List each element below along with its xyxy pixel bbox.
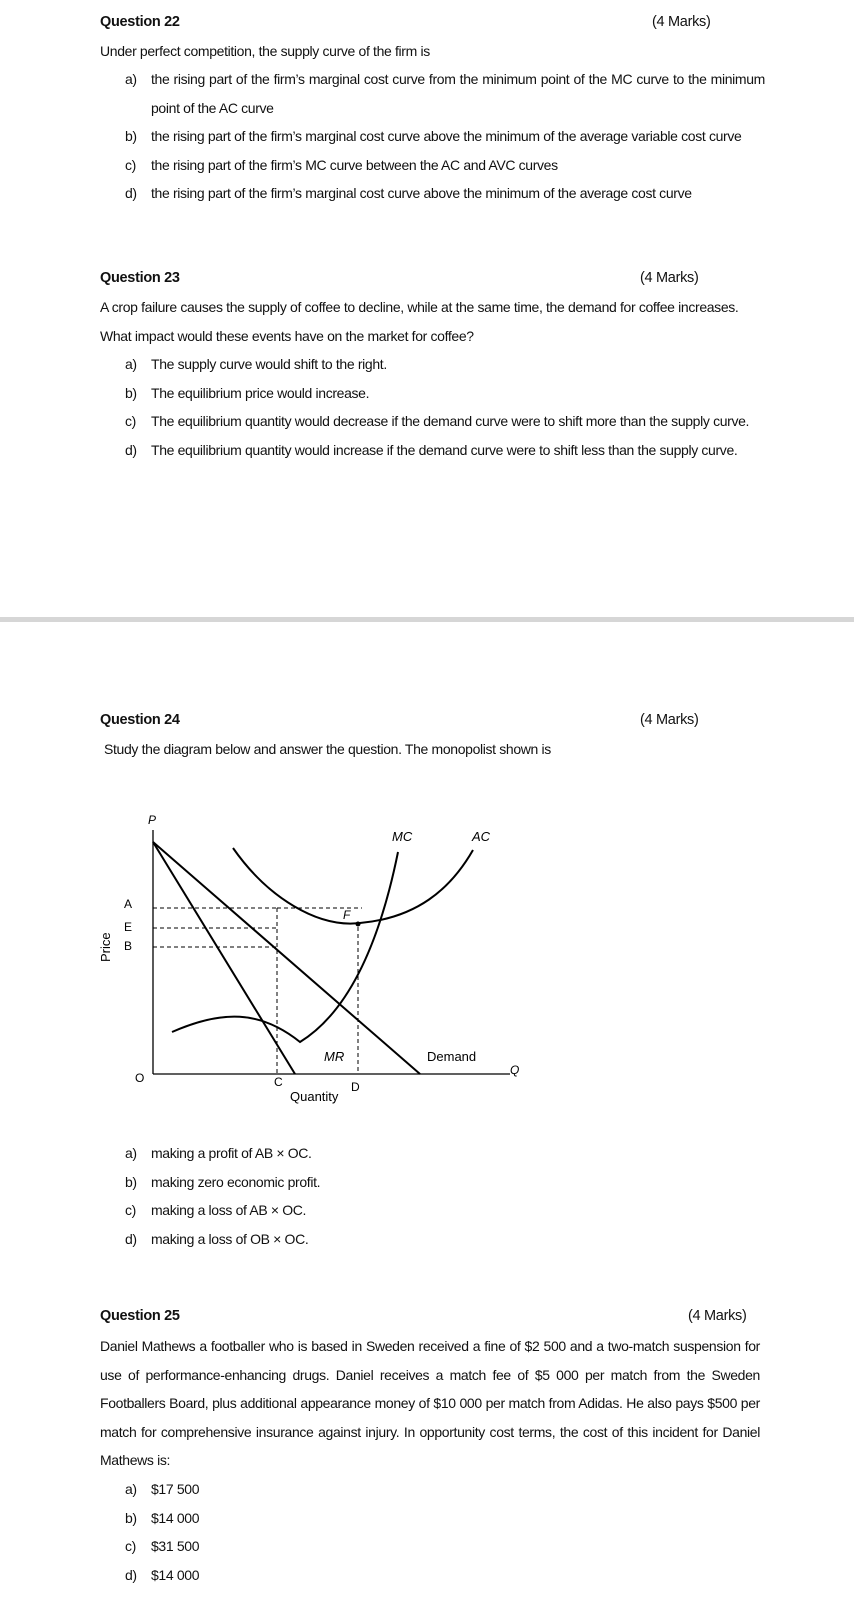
question-25-title: Question 25: [100, 1308, 180, 1324]
option-label: d): [125, 1566, 137, 1583]
option-label: d): [125, 1230, 137, 1247]
option-text: making a loss of AB × OC.: [151, 1202, 307, 1218]
option-text: The equilibrium price would increase.: [151, 384, 370, 401]
option-text: $31 500: [151, 1538, 200, 1554]
option-text: The supply curve would shift to the right.: [151, 356, 387, 372]
quantity-label-c: C: [274, 1075, 283, 1089]
q-axis-label: Q: [510, 1063, 520, 1077]
question-24-options: [125, 1139, 765, 1253]
question-22-options: [125, 65, 765, 208]
option-label: d): [125, 185, 137, 201]
question-25-marks: (4 Marks): [688, 1308, 747, 1324]
option-text: The equilibrium quantity would decrease if the demand curve were to shift more than the supply curve.: [151, 413, 750, 429]
option-label: a): [125, 1481, 137, 1497]
option-text: $14 000: [151, 1509, 200, 1526]
option-label: c): [125, 1202, 136, 1218]
monopoly-diagram: [90, 810, 550, 1130]
option-label: c): [125, 156, 136, 173]
question-23-title: Question 23: [100, 270, 180, 286]
question-25-options: [125, 1475, 765, 1589]
option-label: c): [125, 1538, 136, 1554]
option-text: making zero economic profit.: [151, 1173, 321, 1190]
option-label: a): [125, 71, 137, 87]
option-b[interactable]: [125, 379, 765, 408]
point-f-marker: [356, 922, 361, 927]
option-c[interactable]: [125, 1196, 765, 1225]
ac-curve: [233, 848, 473, 924]
ac-label: AC: [472, 829, 491, 844]
option-label: b): [125, 1173, 137, 1190]
price-label-a: A: [124, 897, 133, 911]
option-a[interactable]: [125, 1475, 765, 1504]
mr-curve: [153, 842, 295, 1074]
option-label: b): [125, 128, 137, 144]
option-b[interactable]: [125, 122, 765, 151]
option-text: the rising part of the firm’s marginal cost curve from the minimum point of the MC curve to the minimum point of the AC curve: [151, 71, 765, 116]
page-1: [0, 0, 854, 617]
option-a[interactable]: [125, 350, 765, 379]
option-c[interactable]: [125, 407, 765, 436]
question-22-marks: (4 Marks): [652, 14, 711, 30]
p-axis-label: P: [148, 813, 157, 827]
option-text: making a profit of AB × OC.: [151, 1145, 312, 1161]
option-text: making a loss of OB × OC.: [151, 1230, 309, 1247]
option-text: the rising part of the firm’s marginal cost curve above the minimum of the average cost curve: [151, 185, 692, 201]
price-label-e: E: [124, 920, 133, 934]
curves: [153, 842, 473, 1074]
x-axis-title: Quantity: [290, 1089, 339, 1104]
question-22-title: Question 22: [100, 14, 180, 30]
price-label-b: B: [124, 939, 133, 953]
option-label: b): [125, 384, 137, 401]
y-axis-title: Price: [98, 932, 113, 962]
question-24-stem: Study the diagram below and answer the question. The monopolist shown is: [104, 741, 551, 757]
demand-curve: [153, 842, 420, 1074]
option-label: a): [125, 356, 137, 372]
option-text: $14 000: [151, 1566, 200, 1583]
quantity-label-d: D: [351, 1080, 360, 1094]
option-text: $17 500: [151, 1481, 200, 1497]
option-label: d): [125, 441, 137, 458]
option-label: a): [125, 1145, 137, 1161]
option-text: the rising part of the firm’s marginal cost curve above the minimum of the average variable cost curve: [151, 128, 742, 144]
question-24-marks: (4 Marks): [640, 712, 699, 728]
origin-label: O: [135, 1071, 145, 1085]
option-b[interactable]: [125, 1168, 765, 1197]
question-24-title: Question 24: [100, 712, 180, 728]
question-22-stem: Under perfect competition, the supply curve of the firm is: [100, 43, 430, 59]
option-c[interactable]: [125, 1532, 765, 1561]
mr-label: MR: [324, 1049, 345, 1064]
option-label: c): [125, 413, 136, 429]
option-a[interactable]: [125, 65, 765, 122]
point-f-label: F: [343, 908, 351, 922]
mc-label: MC: [392, 829, 413, 844]
question-25-stem: Daniel Mathews a footballer who is based in Sweden received a fine of $2 500 and a two-match suspension for use of performance-enhancing drugs. Daniel receives a match fee of $5 000 per match from the Sweden Footballers Board, plus additional appearance money of $10 000 per match from Adidas. He also pays $500 per match for comprehensive insurance against injury. In opportunity cost terms, the cost of this incident for Daniel Mathews is:: [100, 1338, 760, 1468]
option-b[interactable]: [125, 1504, 765, 1533]
option-c[interactable]: [125, 151, 765, 180]
question-23-options: [125, 350, 765, 464]
option-d[interactable]: [125, 1561, 765, 1590]
question-23-marks: (4 Marks): [640, 270, 699, 286]
option-text: the rising part of the firm’s MC curve between the AC and AVC curves: [151, 156, 558, 173]
demand-label: Demand: [427, 1049, 477, 1064]
option-d[interactable]: [125, 436, 765, 465]
option-a[interactable]: [125, 1139, 765, 1168]
option-text: The equilibrium quantity would increase if the demand curve were to shift less than the supply curve.: [151, 441, 738, 458]
option-label: b): [125, 1509, 137, 1526]
question-23-stem: A crop failure causes the supply of coffee to decline, while at the same time, the demand for coffee increases. What impact would these events have on the market for coffee?: [100, 299, 739, 344]
option-d[interactable]: [125, 179, 765, 208]
option-d[interactable]: [125, 1225, 765, 1254]
